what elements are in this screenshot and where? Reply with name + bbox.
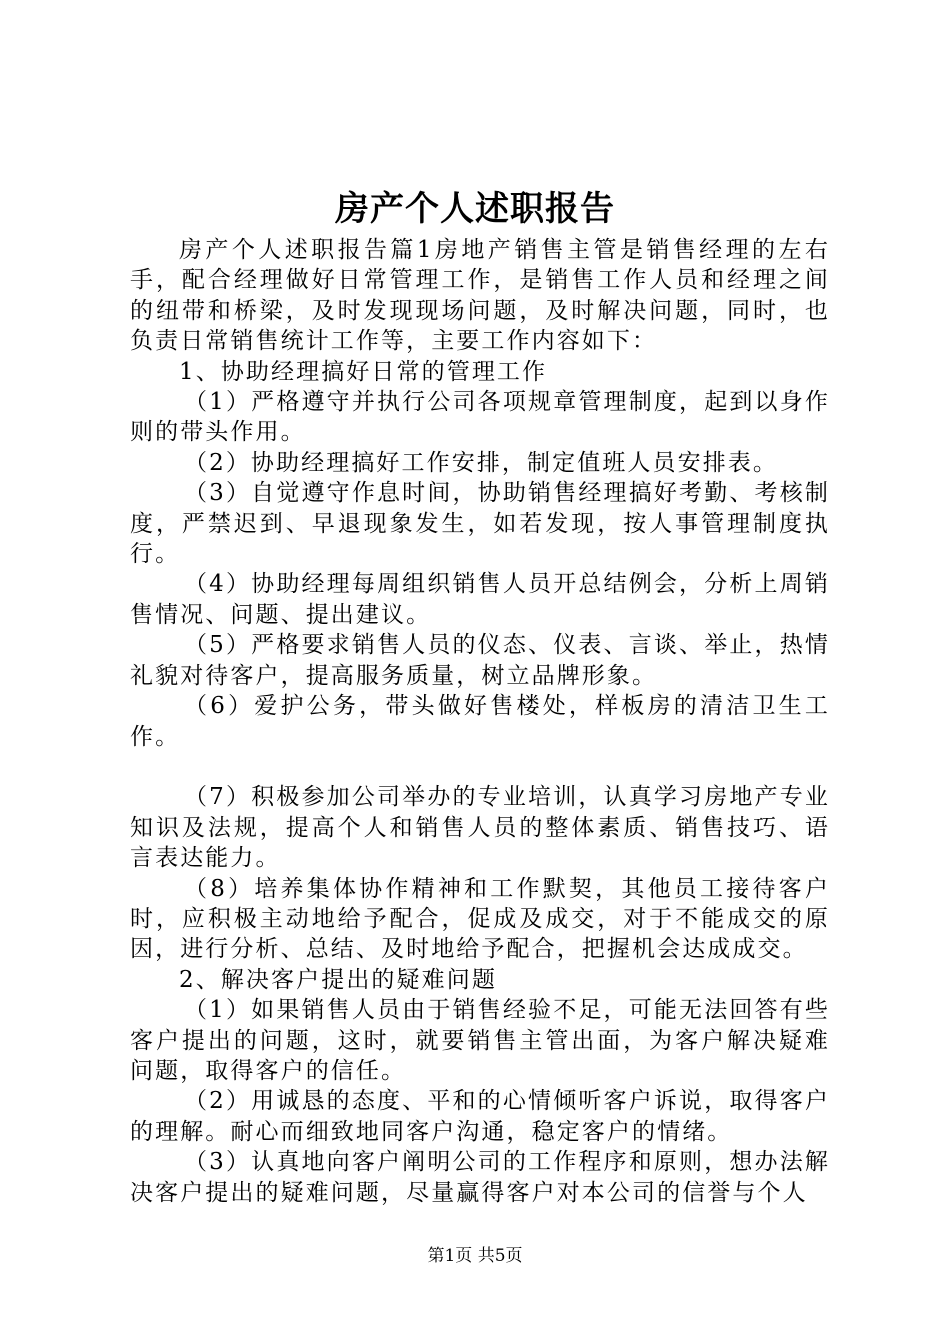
list-item: （3）认真地向客户阐明公司的工作程序和原则，想办法解决客户提出的疑难问题，尽量赢得客户对本公司的信誉与个人 [130,1149,830,1206]
list-item: （2）用诚恳的态度、平和的心情倾听客户诉说，取得客户的理解。耐心而细致地同客户沟通，稳定客户的情绪。 [130,1088,830,1145]
list-item: （6）爱护公务，带头做好售楼处，样板房的清洁卫生工作。 [130,693,830,750]
list-item: （1）严格遵守并执行公司各项规章管理制度，起到以身作则的带头作用。 [130,389,830,446]
list-item: （7）积极参加公司举办的专业培训，认真学习房地产专业知识及法规，提高个人和销售人员的整体素质、销售技巧、语言表达能力。 [130,784,830,872]
blank-line [130,752,830,782]
section-heading-2: 2、解决客户提出的疑难问题 [179,966,497,993]
section-heading-1: 1、协助经理搞好日常的管理工作 [179,358,548,385]
list-item: （3）自觉遵守作息时间，协助销售经理搞好考勤、考核制度，严禁迟到、早退现象发生，如若发现，按人事管理制度执行。 [130,480,830,568]
page-footer: 第1页 共5页 [427,1246,523,1266]
document-title: 房产个人述职报告 [335,189,615,229]
list-item: （1）如果销售人员由于销售经验不足，可能无法回答有些客户提出的问题，这时，就要销售主管出面，为客户解决疑难问题，取得客户的信任。 [130,997,830,1084]
list-item: （2）协助经理搞好工作安排，制定值班人员安排表。 [184,449,779,476]
document-body [130,235,830,1208]
list-item: （8）培养集体协作精神和工作默契，其他员工接待客户时，应积极主动地给予配合，促成及成交，对于不能成交的原因，进行分析、总结、及时地给予配合，把握机会达成成交。 [130,875,830,963]
list-item: （4）协助经理每周组织销售人员开总结例会，分析上周销售情况、问题、提出建议。 [130,571,830,628]
list-item: （5）严格要求销售人员的仪态、仪表、言谈、举止，热情礼貌对待客户，提高服务质量，树立品牌形象。 [130,632,830,689]
intro-paragraph: 房产个人述职报告篇1房地产销售主管是销售经理的左右手，配合经理做好日常管理工作，是销售工作人员和经理之间的纽带和桥梁，及时发现现场问题，及时解决问题，同时，也负责日常销售统计工作等，主要工作内容如下： [130,237,830,355]
